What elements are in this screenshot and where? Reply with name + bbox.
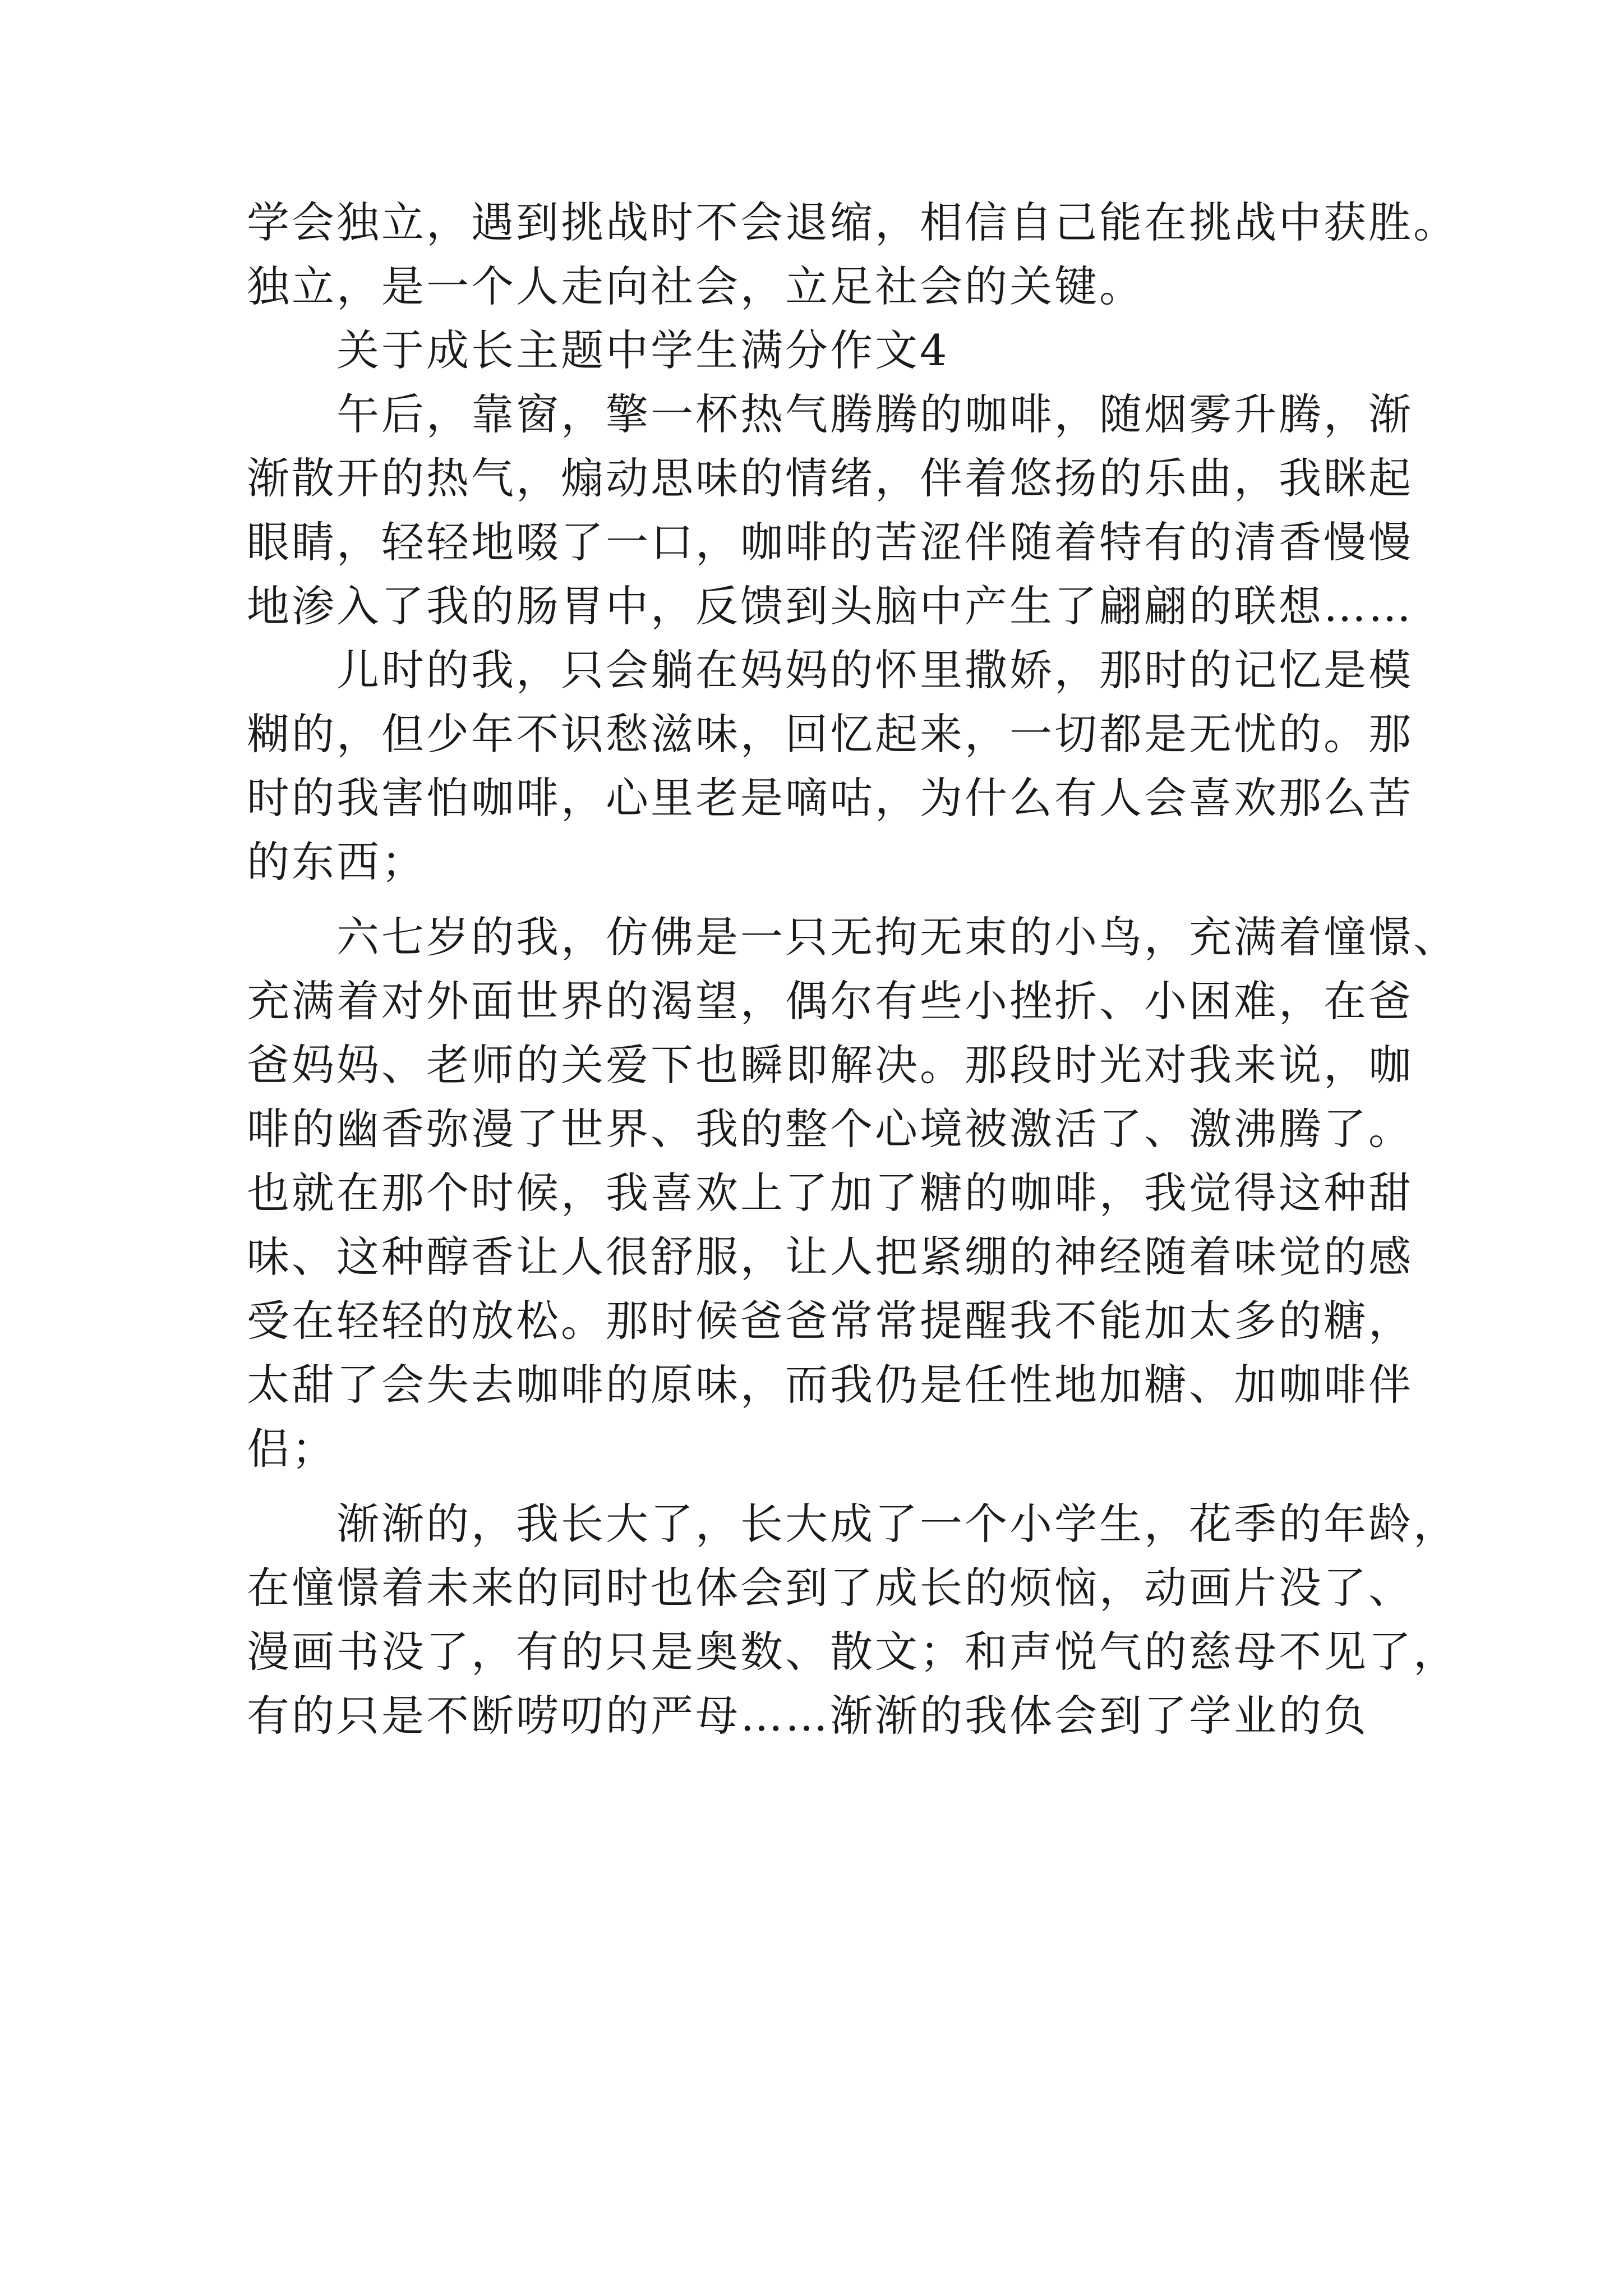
text-line: 的东西； [247,837,426,887]
essay-title: 关于成长主题中学生满分作文4 [247,325,949,375]
text-line: 地渗入了我的肠胃中，反馈到头脑中产生了翩翩的联想…… [247,581,1413,631]
text-line: 学会独立，遇到挑战时不会退缩，相信自己能在挑战中获胜。 [247,197,1458,247]
text-line: 侣； [247,1424,336,1474]
text-line: 独立，是一个人走向社会，立足社会的关键。 [247,261,1144,311]
text-line: 眼睛，轻轻地啜了一口，咖啡的苦涩伴随着特有的清香慢慢 [247,517,1413,567]
text-line: 爸妈妈、老师的关爱下也瞬即解决。那段时光对我来说，咖 [247,1040,1413,1090]
text-line: 有的只是不断唠叨的严母……渐渐的我体会到了学业的负 [247,1691,1368,1741]
text-line: 啡的幽香弥漫了世界、我的整个心境被激活了、激沸腾了。 [247,1104,1413,1154]
text-line: 也就在那个时候，我喜欢上了加了糖的咖啡，我觉得这种甜 [247,1168,1413,1218]
text-line: 太甜了会失去咖啡的原味，而我仍是任性地加糖、加咖啡伴 [247,1360,1413,1410]
text-line: 午后，靠窗，擎一杯热气腾腾的咖啡，随烟雾升腾，渐 [247,389,1413,439]
text-line: 六七岁的我，仿佛是一只无拘无束的小鸟，充满着憧憬、 [247,912,1458,962]
text-line: 渐渐的，我长大了，长大成了一个小学生，花季的年龄， [247,1499,1458,1549]
text-line: 在憧憬着未来的同时也体会到了成长的烦恼，动画片没了、 [247,1563,1413,1613]
text-line: 味、这种醇香让人很舒服，让人把紧绷的神经随着味觉的感 [247,1232,1413,1282]
text-line: 渐散开的热气，煽动思味的情绪，伴着悠扬的乐曲，我眯起 [247,453,1413,503]
text-line: 漫画书没了，有的只是奥数、散文；和声悦气的慈母不见了， [247,1627,1458,1677]
text-line: 受在轻轻的放松。那时候爸爸常常提醒我不能加太多的糖， [247,1296,1413,1346]
text-line: 充满着对外面世界的渴望，偶尔有些小挫折、小困难，在爸 [247,976,1413,1026]
paragraph-gap [247,1481,1391,1492]
paragraph-gap [247,894,1391,905]
text-line: 时的我害怕咖啡，心里老是嘀咕，为什么有人会喜欢那么苦 [247,773,1413,823]
essay-body [247,191,1458,1748]
text-line: 糊的，但少年不识愁滋味，回忆起来，一切都是无忧的。那 [247,709,1413,759]
text-line: 儿时的我，只会躺在妈妈的怀里撒娇，那时的记忆是模 [247,645,1413,695]
